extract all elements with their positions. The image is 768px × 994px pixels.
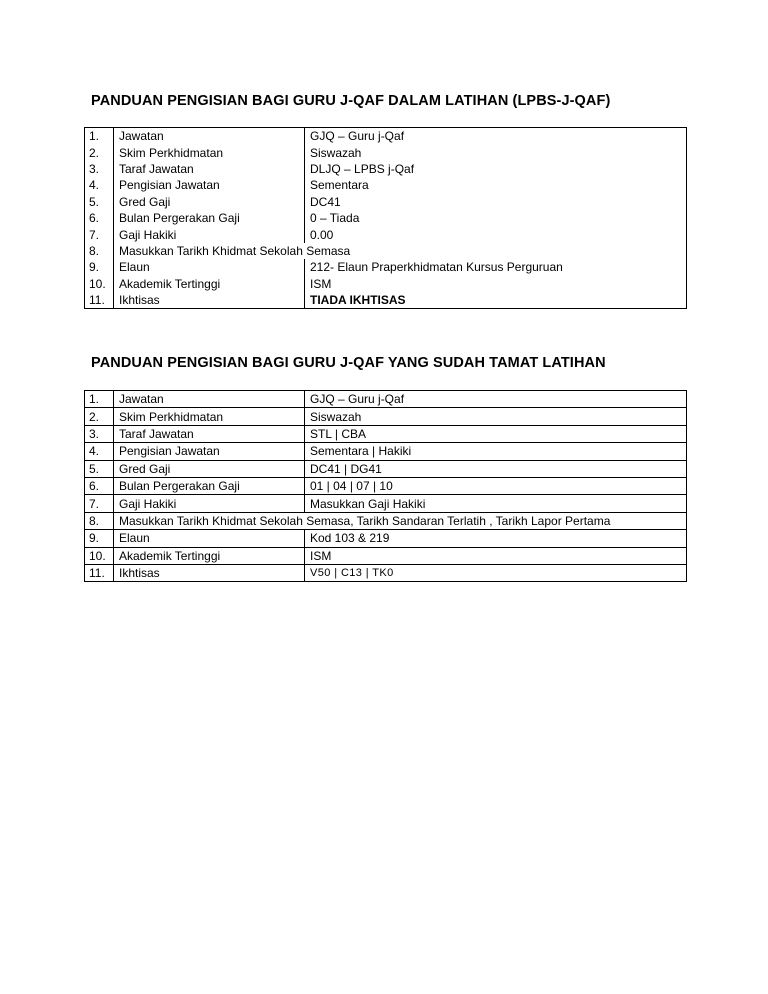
field-label: Akademik Tertinggi [119, 276, 221, 291]
field-label: Gaji Hakiki [119, 227, 177, 242]
table-row [85, 547, 687, 564]
field-label: Ikhtisas [114, 292, 305, 309]
row-number: 3. [85, 161, 114, 177]
table-row [85, 564, 687, 581]
field-label: Taraf Jawatan [114, 425, 305, 442]
table-row [85, 128, 687, 145]
field-label: Skim Perkhidmatan [114, 408, 305, 425]
guide-table-in-training [84, 127, 687, 309]
table-row [85, 210, 687, 226]
row-number: 5. [85, 194, 114, 210]
table-row [85, 292, 687, 309]
field-label: Elaun [114, 530, 305, 547]
row-number: 11. [85, 292, 114, 309]
table-row [85, 477, 687, 494]
field-value: Siswazah [305, 144, 687, 160]
field-label: Elaun [119, 260, 150, 275]
field-value: 01 | 04 | 07 | 10 [305, 477, 687, 494]
field-value: DLJQ – LPBS j-Qaf [305, 161, 687, 177]
row-number: 1. [85, 128, 114, 145]
row-number: 8. [85, 243, 114, 259]
field-value: 0.00 [305, 226, 687, 242]
row-number: 5. [85, 460, 114, 477]
field-value: ISM [305, 276, 687, 292]
field-value: DC41 [305, 194, 687, 210]
table-row [85, 495, 687, 512]
table-row [85, 425, 687, 442]
table-row [85, 177, 687, 193]
field-label: Bulan Pergerakan Gaji [119, 211, 240, 226]
field-label: Taraf Jawatan [119, 161, 194, 176]
row-number: 10. [85, 547, 114, 564]
field-value: TIADA IKHTISAS [305, 292, 687, 309]
field-value: Masukkan Gaji Hakiki [305, 495, 687, 512]
table-row [85, 259, 687, 275]
table-row [85, 276, 687, 292]
table-row [85, 530, 687, 547]
row-number: 9. [85, 259, 114, 275]
field-label: Pengisian Jawatan [114, 443, 305, 460]
row-number: 2. [85, 144, 114, 160]
field-label: Gaji Hakiki [114, 495, 305, 512]
row-number: 6. [85, 210, 114, 226]
table-row [85, 408, 687, 425]
field-value: Sementara [305, 177, 687, 193]
row-number: 2. [85, 408, 114, 425]
row-number: 7. [85, 495, 114, 512]
row-number: 8. [85, 512, 114, 529]
row-number: 7. [85, 226, 114, 242]
table-row [85, 460, 687, 477]
section-title-completed-training: PANDUAN PENGISIAN BAGI GURU J-QAF YANG SUDAH TAMAT LATIHAN [91, 355, 606, 371]
row-number: 9. [85, 530, 114, 547]
field-value: Kod 103 & 219 [305, 530, 687, 547]
field-label: Akademik Tertinggi [114, 547, 305, 564]
table-row [85, 391, 687, 408]
table-row [85, 226, 687, 242]
field-value: V50 | C13 | TK0 [305, 564, 687, 581]
table-row [85, 194, 687, 210]
row-number: 11. [85, 564, 114, 581]
table-row [85, 512, 687, 529]
row-number: 1. [85, 391, 114, 408]
field-label: Bulan Pergerakan Gaji [114, 477, 305, 494]
row-number: 4. [85, 177, 114, 193]
section-title-in-training: PANDUAN PENGISIAN BAGI GURU J-QAF DALAM LATIHAN (LPBS-J-QAF) [91, 93, 611, 109]
field-value: Siswazah [305, 408, 687, 425]
field-value: GJQ – Guru j-Qaf [305, 128, 687, 145]
field-value: DC41 | DG41 [305, 460, 687, 477]
table-row [85, 161, 687, 177]
field-label: Jawatan [114, 391, 305, 408]
field-label: Masukkan Tarikh Khidmat Sekolah Semasa, Tarikh Sandaran Terlatih , Tarikh Lapor Pertama [114, 512, 687, 529]
field-label: Ikhtisas [114, 564, 305, 581]
field-value: GJQ – Guru j-Qaf [305, 391, 687, 408]
row-number: 3. [85, 425, 114, 442]
row-number: 6. [85, 477, 114, 494]
field-label: Jawatan [114, 128, 305, 145]
field-label: Pengisian Jawatan [119, 178, 220, 193]
field-value: 212- Elaun Praperkhidmatan Kursus Perguruan [305, 259, 687, 275]
field-value: ISM [305, 547, 687, 564]
field-value: 0 – Tiada [305, 210, 687, 226]
row-number: 4. [85, 443, 114, 460]
field-value: Sementara | Hakiki [305, 443, 687, 460]
table-row [85, 243, 687, 259]
field-label: Gred Gaji [119, 194, 171, 209]
field-label: Skim Perkhidmatan [119, 145, 224, 160]
table-row [85, 443, 687, 460]
guide-table-completed-training [84, 390, 687, 582]
field-label: Gred Gaji [114, 460, 305, 477]
field-value: STL | CBA [305, 425, 687, 442]
table-row [85, 144, 687, 160]
field-label: Masukkan Tarikh Khidmat Sekolah Semasa [114, 243, 687, 259]
row-number: 10. [85, 276, 114, 292]
